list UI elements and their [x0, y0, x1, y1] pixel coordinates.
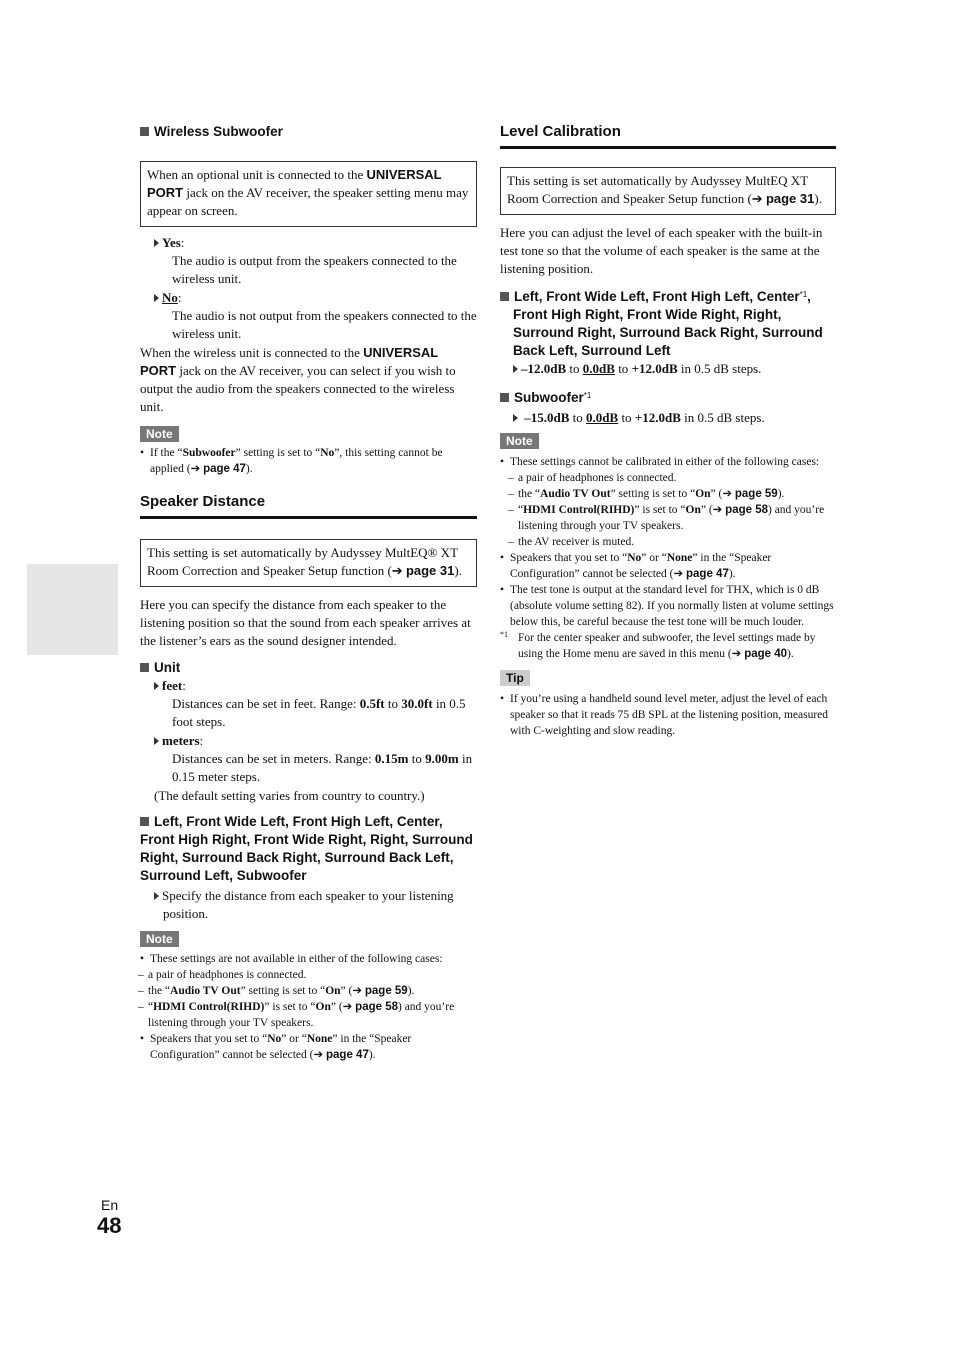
triangle-icon	[154, 294, 159, 302]
square-bullet-icon	[500, 393, 509, 402]
box-bold: UNIVERSAL PORT	[147, 167, 442, 200]
t: ” is set to “	[264, 1001, 316, 1013]
level-speakers-heading	[500, 286, 836, 360]
default-note: (The default setting varies from country to country.)	[154, 788, 425, 803]
t: to	[569, 410, 587, 425]
t: ” or “	[281, 1033, 307, 1045]
left-column	[140, 122, 477, 1063]
t: –15.0dB	[524, 410, 570, 425]
t: the “	[148, 985, 171, 997]
t: in 0.5 foot steps.	[172, 696, 466, 729]
wireless-info-box	[140, 161, 477, 227]
t: 0.5ft	[359, 696, 385, 711]
arrow-right-icon: ➔	[712, 504, 726, 516]
t: On	[325, 985, 341, 997]
heading-text: Wireless Subwoofer	[154, 124, 283, 139]
footnote-mark: *1	[799, 290, 808, 299]
square-bullet-icon	[140, 817, 149, 826]
subwoofer-heading	[500, 387, 836, 407]
triangle-icon	[513, 365, 518, 373]
t: ” (	[340, 985, 353, 997]
note-tag: Note	[140, 931, 179, 947]
t: a pair of headphones is connected.	[518, 472, 677, 484]
t: Audio TV Out	[540, 488, 611, 500]
t: 30.0ft	[401, 696, 433, 711]
side-tab	[27, 564, 118, 655]
t: 9.00m	[425, 751, 459, 766]
option-desc	[172, 750, 477, 786]
arrow-right-icon: ➔	[731, 648, 745, 660]
t: Distances can be set in feet. Range:	[172, 696, 360, 711]
t: If the “	[150, 447, 183, 459]
t: ) and you’re listening through your TV speakers.	[518, 504, 825, 532]
page-link[interactable]: page 59	[734, 488, 778, 500]
t: to	[614, 361, 632, 376]
wireless-paragraph	[140, 344, 477, 416]
t: ).	[777, 488, 785, 500]
box-content	[504, 171, 832, 211]
heading-text: Left, Front Wide Left, Front High Left, Center, Front High Right, Front Wide Right, Right, Surround Right, Surround Back Right, Surround Back Left, Surround Left, Subwoofer	[140, 814, 473, 883]
tip-tag: Tip	[500, 670, 530, 686]
triangle-icon	[513, 414, 518, 422]
box-text: This setting is set automatically by Audyssey MultEQ® XT Room Correction and Speaker Setup function (	[147, 545, 458, 578]
page-link[interactable]: page 58	[725, 504, 768, 516]
t: ”, this setting cannot be applied (	[150, 447, 443, 475]
level-info-box	[500, 167, 836, 215]
triangle-icon	[154, 737, 159, 745]
note-subitem: – the “Audio TV Out” setting is set to “On” (➔ page 59).	[138, 985, 415, 997]
t: –12.0dB	[521, 361, 567, 376]
speaker-distance-title: Speaker Distance	[140, 492, 477, 519]
level-calibration-title: Level Calibration	[500, 122, 836, 149]
level-speakers-range	[513, 360, 836, 378]
t: ” (	[710, 488, 723, 500]
triangle-icon	[154, 239, 159, 247]
footnote-mark: *1	[583, 391, 592, 400]
option-desc: The audio is not output from the speakers connected to the wireless unit.	[172, 308, 477, 341]
square-bullet-icon	[140, 663, 149, 672]
t: ) and you’re listening through your TV speakers.	[148, 1001, 455, 1029]
note-list	[500, 454, 836, 662]
triangle-icon	[154, 682, 159, 690]
t: 0.0dB	[582, 361, 615, 376]
t: the “	[518, 488, 541, 500]
box-content	[144, 543, 473, 583]
t: On	[695, 488, 711, 500]
right-column	[500, 122, 836, 739]
note-subitem: – the AV receiver is muted.	[508, 536, 635, 548]
t: ” setting is set to “	[235, 447, 321, 459]
t: a pair of headphones is connected.	[148, 969, 307, 981]
t: “	[148, 1001, 154, 1013]
t: ” is set to “	[634, 504, 686, 516]
option-yes: Yes:	[154, 234, 477, 252]
t: No	[320, 447, 335, 459]
option-desc: The audio is output from the speakers connected to the wireless unit.	[172, 253, 457, 286]
note-tag: Note	[140, 426, 179, 442]
t: Subwoofer	[514, 390, 584, 405]
box-text: This setting is set automatically by Audyssey MultEQ XT Room Correction and Speaker Setup function (	[507, 173, 808, 206]
para-bold: UNIVERSAL PORT	[140, 345, 438, 378]
t: “	[518, 504, 524, 516]
triangle-icon	[154, 892, 159, 900]
option-feet: feet:	[154, 677, 477, 695]
square-bullet-icon	[140, 127, 149, 136]
page-link[interactable]: page 58	[355, 1001, 398, 1013]
t: HDMI Control(RIHD)	[523, 504, 635, 516]
t: to	[618, 410, 635, 425]
box-text-end: ).	[814, 191, 822, 206]
t: ” (	[700, 504, 713, 516]
t: ).	[407, 985, 415, 997]
note-subitem: – a pair of headphones is connected.	[508, 472, 677, 484]
box-content	[144, 165, 473, 223]
level-paragraph: Here you can adjust the level of each speaker with the built-in test tone so that the volume of each speaker is the same at the listening position.	[500, 225, 823, 276]
t: ” in the “Speaker Configuration” cannot be selected (	[150, 1033, 412, 1061]
heading-text: Unit	[154, 660, 181, 675]
option-label: meters	[162, 733, 200, 748]
footnote-mark: *1	[500, 630, 508, 639]
page-link[interactable]: page 31	[765, 191, 815, 206]
t: 0.15m	[374, 751, 409, 766]
t: HDMI Control(RIHD)	[153, 1001, 265, 1013]
t: ” or “	[641, 552, 667, 564]
t: None	[666, 552, 693, 564]
t: to	[408, 751, 426, 766]
page-link[interactable]: page 47	[686, 568, 729, 580]
speakers-desc	[154, 887, 477, 923]
arrow-right-icon: ➔	[342, 1001, 356, 1013]
box-text-end: ).	[454, 563, 462, 578]
tip-item: • If you’re using a handheld sound level meter, adjust the level of each speaker so that it reads 75 dB SPL at the listening position, measured with C-weighting and slow reading.	[500, 691, 836, 739]
t: ” setting is set to “	[610, 488, 696, 500]
t: On	[315, 1001, 331, 1013]
note-subitem: – “HDMI Control(RIHD)” is set to “On” (➔ page 58) and you’re listening through your TV speakers.	[138, 1001, 455, 1029]
page-link[interactable]: page 59	[364, 985, 408, 997]
page-number: 48	[97, 1213, 122, 1238]
option-label: Yes	[162, 235, 181, 250]
t: Audio TV Out	[170, 985, 241, 997]
t: to	[566, 361, 583, 376]
unit-heading	[140, 659, 477, 677]
note-item	[500, 550, 836, 582]
wireless-subwoofer-heading	[140, 123, 477, 141]
language-label: En	[101, 1197, 119, 1213]
t: On	[685, 504, 701, 516]
t: +12.0dB	[631, 361, 678, 376]
t: No	[267, 1033, 282, 1045]
note-label	[500, 432, 836, 450]
para-text: When the wireless unit is connected to the	[140, 345, 364, 360]
t: , Front High Right, Front Wide Right, Right, Surround Right, Surround Back Right, Surround Back Left, Surround Left	[513, 289, 823, 358]
footnote	[500, 630, 836, 662]
note-subitem: – a pair of headphones is connected.	[138, 969, 307, 981]
distance-info-box	[140, 539, 477, 587]
subwoofer-range	[513, 409, 836, 427]
t: in 0.5 dB steps.	[680, 410, 765, 425]
t: ” in the “Speaker Configuration” cannot be selected (	[510, 552, 772, 580]
t: ).	[368, 1049, 376, 1061]
square-bullet-icon	[500, 292, 509, 301]
note-item	[140, 1031, 477, 1063]
note-item: • These settings cannot be calibrated in either of the following cases:	[500, 454, 836, 470]
para-text-end: jack on the AV receiver, you can select if you wish to output the audio from the speakers connected to the wireless unit.	[140, 363, 456, 414]
t: None	[306, 1033, 333, 1045]
distance-paragraph: Here you can specify the distance from each speaker to the listening position so that the sound from each speaker arrives at the listener’s ears as the sound designer intended.	[140, 597, 471, 648]
t: ).	[728, 568, 736, 580]
t: ).	[245, 463, 253, 475]
arrow-right-icon: ➔	[751, 191, 766, 206]
note-item	[140, 445, 477, 477]
arrow-right-icon: ➔	[190, 463, 204, 475]
t: in 0.15 meter steps.	[172, 751, 473, 784]
t: ” (	[330, 1001, 343, 1013]
t: No	[627, 552, 642, 564]
box-text: When an optional unit is connected to the	[147, 167, 367, 182]
t: For the center speaker and subwoofer, the level settings made by using the Home menu are saved in this menu (	[518, 632, 816, 660]
arrow-right-icon: ➔	[673, 568, 687, 580]
speakers-heading	[140, 813, 477, 885]
t: Left, Front Wide Left, Front High Left, Center	[514, 289, 800, 304]
t: 0.0dB	[586, 410, 619, 425]
note-label	[140, 425, 477, 443]
option-label: feet	[162, 678, 183, 693]
note-item: • These settings are not available in either of the following cases:	[140, 951, 477, 967]
arrow-right-icon: ➔	[391, 563, 406, 578]
t: Speakers that you set to “	[150, 1033, 268, 1045]
arrow-right-icon: ➔	[352, 985, 365, 997]
arrow-right-icon: ➔	[313, 1049, 327, 1061]
t: Specify the distance from each speaker to your listening position.	[162, 888, 454, 921]
note-subitem: – “HDMI Control(RIHD)” is set to “On” (➔ page 58) and you’re listening through your TV speakers.	[508, 504, 825, 532]
t: +12.0dB	[634, 410, 681, 425]
note-tag: Note	[500, 433, 539, 449]
page-link[interactable]: page 47	[203, 463, 246, 475]
box-text-end: jack on the AV receiver, the speaker setting menu may appear on screen.	[147, 185, 469, 218]
arrow-right-icon: ➔	[722, 488, 735, 500]
note-label	[140, 930, 477, 948]
option-meters: meters:	[154, 732, 477, 750]
t: Distances can be set in meters. Range:	[172, 751, 375, 766]
t: ).	[787, 648, 794, 660]
page-link[interactable]: page 40	[744, 648, 788, 660]
t: in 0.5 dB steps.	[677, 361, 762, 376]
option-desc	[172, 695, 477, 731]
option-no: No:	[154, 289, 477, 307]
option-label: No	[162, 290, 178, 305]
note-subitem: – the “Audio TV Out” setting is set to “On” (➔ page 59).	[508, 488, 785, 500]
t: Subwoofer	[182, 447, 236, 459]
t: to	[384, 696, 402, 711]
page-link[interactable]: page 31	[405, 563, 455, 578]
page-link[interactable]: page 47	[326, 1049, 369, 1061]
note-item: • The test tone is output at the standard level for THX, which is 0 dB (absolute volume setting 82). If you normally listen at volume settings below this, be careful because the test tone will be much louder.	[500, 582, 836, 630]
t: Speakers that you set to “	[510, 552, 628, 564]
t: the AV receiver is muted.	[518, 536, 635, 548]
note-list	[140, 951, 477, 1063]
tip-label	[500, 669, 836, 687]
t: ” setting is set to “	[240, 985, 326, 997]
